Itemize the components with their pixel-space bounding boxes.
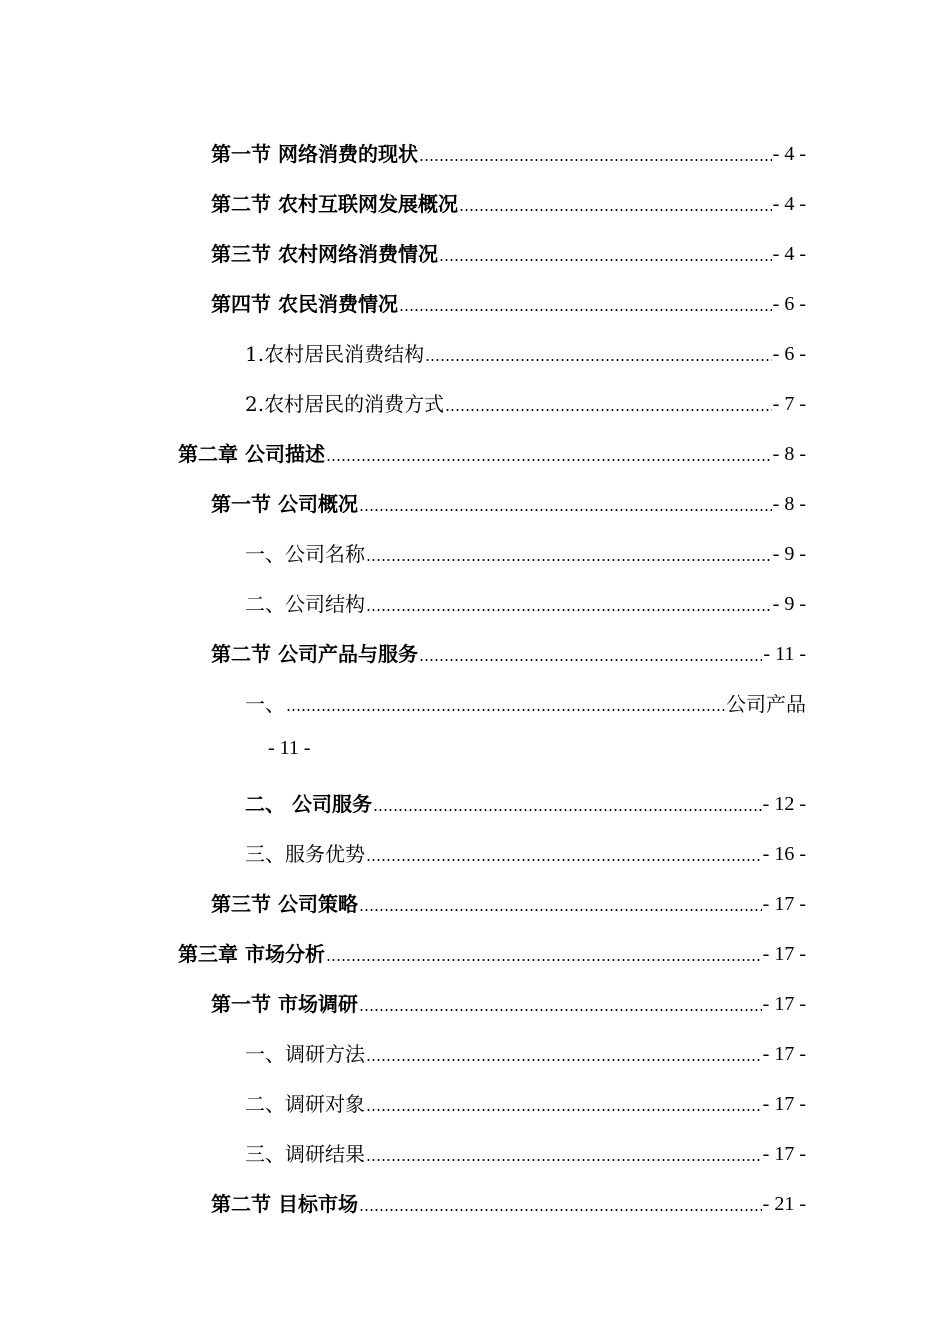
toc-entry[interactable]: [245, 1136, 806, 1166]
toc-entry-page: - 12 -: [762, 793, 806, 815]
toc-entry-page: - 4 -: [772, 143, 806, 165]
toc-entry-label: 第二节 公司产品与服务: [211, 642, 418, 666]
toc-entry[interactable]: [211, 636, 806, 666]
toc-entry-page: - 16 -: [762, 843, 806, 865]
toc-entry[interactable]: [178, 936, 806, 966]
toc-entry[interactable]: [211, 1186, 806, 1216]
toc-entry[interactable]: [245, 336, 806, 366]
leader-dots: [373, 809, 762, 811]
toc-entry-label: 三、服务优势: [245, 842, 365, 866]
leader-dots: [419, 659, 762, 661]
toc-entry-label: 一、调研方法: [245, 1042, 365, 1066]
toc-entry[interactable]: [245, 1036, 806, 1066]
toc-entry[interactable]: [245, 586, 806, 616]
leader-dots: [359, 1009, 762, 1011]
toc-entry-label: 三、调研结果: [245, 1142, 365, 1166]
toc-entry-page: - 6 -: [772, 293, 806, 315]
leader-dots: [359, 909, 762, 911]
toc-entry-page: - 11 -: [763, 643, 806, 665]
toc-entry[interactable]: [245, 836, 806, 866]
toc-entry-page: - 4 -: [772, 193, 806, 215]
toc-entry-label: 第一节 公司概况: [211, 492, 358, 516]
toc-entry-page: - 7 -: [772, 393, 806, 415]
toc-entry[interactable]: [211, 986, 806, 1016]
toc-entry-label: 第三节 公司策略: [211, 892, 358, 916]
leader-dots: [366, 1159, 762, 1161]
toc-entry-label: 二、 公司服务: [245, 792, 372, 816]
toc-entry-label: 2.农村居民的消费方式: [245, 392, 445, 416]
toc-entry-label: 第二章 公司描述: [178, 442, 325, 466]
leader-dots: [419, 159, 772, 161]
toc-entry-label: 第四节 农民消费情况: [211, 292, 398, 316]
toc-entry-label: 第二节 农村互联网发展概况: [211, 192, 458, 216]
toc-entry[interactable]: [211, 886, 806, 916]
leader-dots: [459, 209, 772, 211]
leader-dots: [366, 1109, 762, 1111]
toc-entry-label: 二、公司结构: [245, 592, 365, 616]
leader-dots: [359, 1209, 762, 1211]
toc-entry-page: - 17 -: [762, 1043, 806, 1065]
leader-dots: [366, 609, 772, 611]
toc-entry[interactable]: [245, 536, 806, 566]
toc-entry[interactable]: [245, 1086, 806, 1116]
toc-entry-label: 第三节 农村网络消费情况: [211, 242, 438, 266]
leader-dots: [326, 959, 762, 961]
toc-entry[interactable]: [245, 386, 806, 416]
toc-entry-label: 一、: [245, 692, 285, 716]
leader-dots: [326, 459, 772, 461]
toc-entry[interactable]: [245, 786, 806, 816]
toc-entry-page: - 9 -: [772, 593, 806, 615]
leader-dots: [366, 859, 762, 861]
toc-entry-page: - 17 -: [762, 1143, 806, 1165]
toc-entry-label: 第一节 网络消费的现状: [211, 142, 418, 166]
toc-entry-label: 1.农村居民消费结构: [245, 342, 425, 366]
toc-entry-page: - 8 -: [772, 443, 806, 465]
toc-entry-page: - 21 -: [762, 1193, 806, 1215]
toc-entry[interactable]: [211, 236, 806, 266]
toc-entry[interactable]: [245, 686, 806, 716]
leader-dots: [286, 709, 725, 711]
leader-dots: [439, 259, 772, 261]
toc-entry-page: - 17 -: [762, 893, 806, 915]
leader-dots: [366, 559, 772, 561]
toc-entry-page: 公司产品: [726, 692, 806, 716]
leader-dots: [445, 409, 772, 411]
toc-wrapped-page-number: - 11 -: [268, 737, 311, 759]
toc-entry-page: - 17 -: [762, 993, 806, 1015]
toc-entry-label: 第一节 市场调研: [211, 992, 358, 1016]
toc-entry-page: - 17 -: [762, 943, 806, 965]
toc-entry-page: - 17 -: [762, 1093, 806, 1115]
toc-entry[interactable]: [211, 286, 806, 316]
toc-entry-label: 第二节 目标市场: [211, 1192, 358, 1216]
toc-entry[interactable]: [211, 186, 806, 216]
toc-entry-label: 二、调研对象: [245, 1092, 365, 1116]
toc-entry-label: 一、公司名称: [245, 542, 365, 566]
toc-entry[interactable]: [211, 486, 806, 516]
toc-entry-page: - 6 -: [772, 343, 806, 365]
toc-entry[interactable]: [211, 136, 806, 166]
leader-dots: [425, 359, 772, 361]
toc-entry-page: - 4 -: [772, 243, 806, 265]
leader-dots: [359, 509, 772, 511]
leader-dots: [366, 1059, 762, 1061]
toc-entry-page: - 9 -: [772, 543, 806, 565]
toc-entry[interactable]: [178, 436, 806, 466]
toc-entry-page: - 8 -: [772, 493, 806, 515]
toc-entry-label: 第三章 市场分析: [178, 942, 325, 966]
leader-dots: [399, 309, 772, 311]
